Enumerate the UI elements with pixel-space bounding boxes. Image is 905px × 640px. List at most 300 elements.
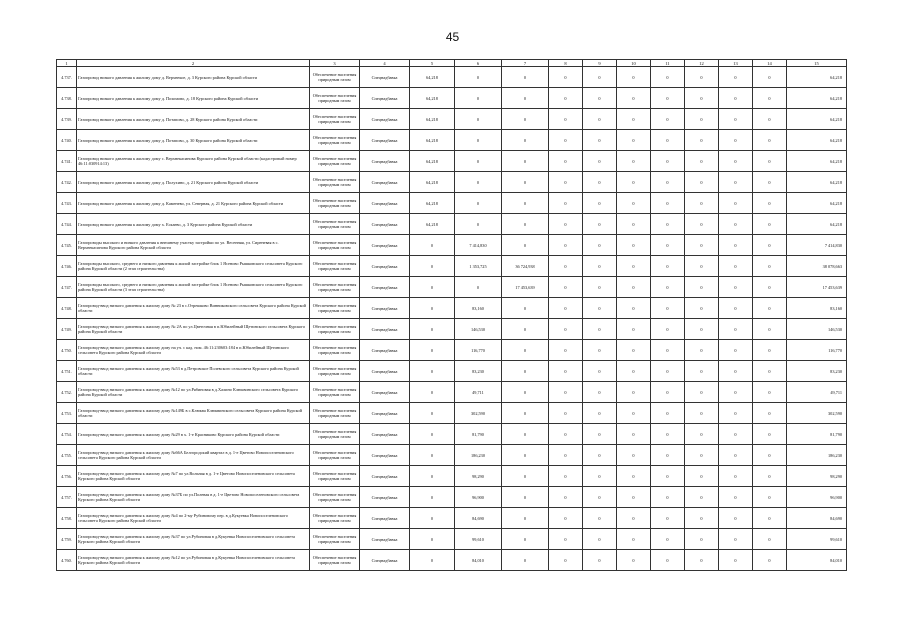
value-cell: 0	[455, 193, 502, 214]
value-cell: 0	[549, 235, 583, 256]
value-cell: 0	[549, 550, 583, 571]
value-cell: 0	[685, 214, 719, 235]
source-cell: Спецнадбавка	[360, 277, 410, 298]
value-cell: 0	[617, 130, 651, 151]
value-cell: 0	[502, 172, 549, 193]
value-cell: 0	[617, 529, 651, 550]
table-row	[57, 382, 847, 403]
purpose-cell: Обеспечение населения природным газом	[310, 109, 360, 130]
value-cell: 0	[502, 466, 549, 487]
total-cell: 116,770	[787, 340, 847, 361]
value-cell: 0	[549, 424, 583, 445]
source-cell: Спецнадбавка	[360, 424, 410, 445]
value-cell: 0	[753, 277, 787, 298]
value-cell: 0	[719, 445, 753, 466]
row-number: 4.742.	[57, 172, 77, 193]
value-cell: 0	[455, 88, 502, 109]
value-cell: 17 453,639	[502, 277, 549, 298]
value-cell: 98,290	[455, 466, 502, 487]
value-cell: 0	[549, 130, 583, 151]
source-cell: Спецнадбавка	[360, 403, 410, 424]
column-header: 3	[310, 60, 360, 67]
table-row	[57, 172, 847, 193]
value-cell: 0	[502, 88, 549, 109]
column-header: 4	[360, 60, 410, 67]
value-cell: 0	[583, 130, 617, 151]
table-body	[57, 67, 847, 571]
value-cell: 0	[651, 67, 685, 88]
value-cell: 0	[719, 487, 753, 508]
value-cell: 0	[583, 151, 617, 172]
value-cell: 0	[410, 256, 455, 277]
value-cell: 0	[549, 193, 583, 214]
value-cell: 0	[455, 130, 502, 151]
object-name: Газопровод-ввод низкого давления к жилому дому №37Б по ул.Полевая в д. 1-е Цветово Новопоселеновского сельсовета Курского района Курской области	[77, 487, 310, 508]
purpose-cell: Обеспечение населения природным газом	[310, 466, 360, 487]
value-cell: 146,530	[455, 319, 502, 340]
source-cell: Спецнадбавка	[360, 151, 410, 172]
object-name: Газопровод-ввод низкого давления к жилому дому №12 по ул.Рябиновая в д.Халино Клюквинского сельсовета Курского района Курской области	[77, 382, 310, 403]
value-cell: 0	[617, 340, 651, 361]
row-number: 4.751.	[57, 361, 77, 382]
source-cell: Спецнадбавка	[360, 382, 410, 403]
value-cell: 0	[502, 151, 549, 172]
total-cell: 146,530	[787, 319, 847, 340]
purpose-cell: Обеспечение населения природным газом	[310, 319, 360, 340]
total-cell: 17 453,639	[787, 277, 847, 298]
value-cell: 0	[719, 424, 753, 445]
value-cell: 0	[753, 508, 787, 529]
value-cell: 0	[617, 256, 651, 277]
value-cell: 0	[549, 214, 583, 235]
object-name: Газопровод низкого давления к жилому дому д. Полухино, д. 21 Курского района Курской области	[77, 172, 310, 193]
value-cell: 7 414,830	[455, 235, 502, 256]
value-cell: 0	[685, 382, 719, 403]
value-cell: 0	[753, 445, 787, 466]
value-cell: 0	[410, 382, 455, 403]
value-cell: 0	[651, 130, 685, 151]
total-cell: 64,218	[787, 109, 847, 130]
purpose-cell: Обеспечение населения природным газом	[310, 214, 360, 235]
value-cell: 64,218	[410, 130, 455, 151]
value-cell: 0	[583, 466, 617, 487]
object-name: Газопровод низкого давления к жилому дому с. Верхнекасинова Курского района Курской области (кадастровый номер 46:11:030914:13)	[77, 151, 310, 172]
value-cell: 0	[549, 151, 583, 172]
value-cell: 0	[719, 67, 753, 88]
table-row	[57, 235, 847, 256]
value-cell: 0	[685, 550, 719, 571]
value-cell: 0	[651, 214, 685, 235]
value-cell: 0	[549, 508, 583, 529]
value-cell: 0	[651, 319, 685, 340]
row-number: 4.744.	[57, 214, 77, 235]
source-cell: Спецнадбавка	[360, 235, 410, 256]
value-cell: 0	[753, 340, 787, 361]
value-cell: 0	[685, 151, 719, 172]
value-cell: 0	[583, 235, 617, 256]
row-number: 4.747.	[57, 277, 77, 298]
value-cell: 0	[651, 424, 685, 445]
value-cell: 0	[651, 298, 685, 319]
value-cell: 0	[719, 151, 753, 172]
table-row	[57, 88, 847, 109]
value-cell: 0	[617, 508, 651, 529]
value-cell: 0	[583, 172, 617, 193]
value-cell: 0	[549, 298, 583, 319]
value-cell: 0	[549, 256, 583, 277]
total-cell: 302,590	[787, 403, 847, 424]
value-cell: 0	[685, 109, 719, 130]
value-cell: 0	[502, 235, 549, 256]
table-row	[57, 109, 847, 130]
total-cell: 84,690	[787, 508, 847, 529]
value-cell: 0	[651, 172, 685, 193]
value-cell: 0	[410, 487, 455, 508]
value-cell: 0	[617, 382, 651, 403]
value-cell: 0	[685, 529, 719, 550]
source-cell: Спецнадбавка	[360, 256, 410, 277]
value-cell: 0	[583, 277, 617, 298]
value-cell: 0	[617, 361, 651, 382]
value-cell: 0	[651, 151, 685, 172]
row-number: 4.759.	[57, 529, 77, 550]
purpose-cell: Обеспечение населения природным газом	[310, 361, 360, 382]
value-cell: 0	[753, 298, 787, 319]
source-cell: Спецнадбавка	[360, 340, 410, 361]
value-cell: 83,160	[455, 298, 502, 319]
total-cell: 64,218	[787, 130, 847, 151]
table-row	[57, 508, 847, 529]
object-name: Газопроводы высокого, среднего и низкого давления к жилой застройке блок 1 Ясеново Рышковского сельсовета Курского района Курской области (2 этап строительства)	[77, 256, 310, 277]
purpose-cell: Обеспечение населения природным газом	[310, 382, 360, 403]
value-cell: 0	[719, 403, 753, 424]
value-cell: 0	[651, 340, 685, 361]
value-cell: 0	[651, 256, 685, 277]
purpose-cell: Обеспечение населения природным газом	[310, 235, 360, 256]
value-cell: 0	[617, 214, 651, 235]
total-cell: 64,218	[787, 214, 847, 235]
value-cell: 0	[617, 109, 651, 130]
row-number: 4.737.	[57, 67, 77, 88]
value-cell: 0	[410, 445, 455, 466]
value-cell: 64,218	[410, 109, 455, 130]
source-cell: Спецнадбавка	[360, 298, 410, 319]
value-cell: 0	[583, 382, 617, 403]
source-cell: Спецнадбавка	[360, 466, 410, 487]
value-cell: 0	[685, 487, 719, 508]
value-cell: 0	[583, 109, 617, 130]
source-cell: Спецнадбавка	[360, 508, 410, 529]
value-cell: 0	[549, 109, 583, 130]
value-cell: 0	[719, 235, 753, 256]
value-cell: 0	[583, 487, 617, 508]
value-cell: 0	[410, 340, 455, 361]
total-cell: 83,160	[787, 298, 847, 319]
value-cell: 0	[502, 298, 549, 319]
value-cell: 0	[502, 382, 549, 403]
object-name: Газопровод-ввод низкого давления к жилому дому № 2А по ул.Цветочная в п.Юбилейный Щетинского сельсовета Курского района Курской области	[77, 319, 310, 340]
value-cell: 0	[685, 403, 719, 424]
value-cell: 0	[549, 466, 583, 487]
purpose-cell: Обеспечение населения природным газом	[310, 130, 360, 151]
value-cell: 1 353,725	[455, 256, 502, 277]
table-row	[57, 361, 847, 382]
value-cell: 0	[685, 235, 719, 256]
value-cell: 0	[617, 319, 651, 340]
purpose-cell: Обеспечение населения природным газом	[310, 508, 360, 529]
object-name: Газопровод-ввод низкого давления к жилому дому №29 в х. 1-е Красниково Курского района Курской области	[77, 424, 310, 445]
value-cell: 0	[410, 466, 455, 487]
total-cell: 99,610	[787, 529, 847, 550]
row-number: 4.749.	[57, 319, 77, 340]
object-name: Газопровод-ввод низкого давления к жилому дому № 23 в с.Отрешково Винниковского сельсовета Курского района Курской области	[77, 298, 310, 319]
source-cell: Спецнадбавка	[360, 193, 410, 214]
source-cell: Спецнадбавка	[360, 550, 410, 571]
table-row	[57, 277, 847, 298]
row-number: 4.753.	[57, 403, 77, 424]
value-cell: 0	[549, 529, 583, 550]
purpose-cell: Обеспечение населения природным газом	[310, 88, 360, 109]
gas-pipeline-table	[56, 59, 847, 571]
purpose-cell: Обеспечение населения природным газом	[310, 424, 360, 445]
purpose-cell: Обеспечение населения природным газом	[310, 529, 360, 550]
value-cell: 0	[617, 67, 651, 88]
value-cell: 0	[502, 403, 549, 424]
value-cell: 0	[583, 193, 617, 214]
value-cell: 0	[502, 130, 549, 151]
value-cell: 0	[719, 214, 753, 235]
value-cell: 0	[753, 193, 787, 214]
row-number: 4.743.	[57, 193, 77, 214]
table-row	[57, 214, 847, 235]
value-cell: 302,590	[455, 403, 502, 424]
total-cell: 64,218	[787, 67, 847, 88]
value-cell: 0	[583, 67, 617, 88]
purpose-cell: Обеспечение населения природным газом	[310, 298, 360, 319]
row-number: 4.746.	[57, 256, 77, 277]
value-cell: 0	[753, 172, 787, 193]
value-cell: 0	[549, 67, 583, 88]
object-name: Газопровод-ввод низкого давления к жилому дому №12 по ул.Рубиновая в д.Кукуевка Новопоселеновского сельсовета Курского района Курской области	[77, 550, 310, 571]
value-cell: 0	[685, 256, 719, 277]
row-number: 4.741.	[57, 151, 77, 172]
table-row	[57, 403, 847, 424]
value-cell: 0	[549, 445, 583, 466]
column-header: 13	[719, 60, 753, 67]
source-cell: Спецнадбавка	[360, 109, 410, 130]
value-cell: 0	[617, 487, 651, 508]
value-cell: 0	[583, 424, 617, 445]
value-cell: 0	[617, 298, 651, 319]
value-cell: 0	[685, 508, 719, 529]
column-header: 1	[57, 60, 77, 67]
value-cell: 0	[549, 88, 583, 109]
value-cell: 64,218	[410, 88, 455, 109]
value-cell: 0	[651, 193, 685, 214]
value-cell: 0	[583, 256, 617, 277]
table-row	[57, 487, 847, 508]
value-cell: 0	[502, 529, 549, 550]
value-cell: 0	[719, 361, 753, 382]
value-cell: 0	[502, 319, 549, 340]
value-cell: 0	[719, 340, 753, 361]
column-header: 15	[787, 60, 847, 67]
value-cell: 0	[617, 445, 651, 466]
purpose-cell: Обеспечение населения природным газом	[310, 277, 360, 298]
value-cell: 0	[651, 109, 685, 130]
value-cell: 99,610	[455, 529, 502, 550]
value-cell: 0	[753, 382, 787, 403]
value-cell: 0	[455, 277, 502, 298]
value-cell: 0	[753, 361, 787, 382]
source-cell: Спецнадбавка	[360, 130, 410, 151]
value-cell: 0	[617, 88, 651, 109]
row-number: 4.752.	[57, 382, 77, 403]
value-cell: 0	[651, 550, 685, 571]
value-cell: 0	[651, 529, 685, 550]
object-name: Газопровод низкого давления к жилому дому д. Каменево, ул. Северная, д. 21 Курского района Курской области	[77, 193, 310, 214]
value-cell: 0	[617, 466, 651, 487]
value-cell: 0	[410, 361, 455, 382]
table-row	[57, 193, 847, 214]
value-cell: 0	[685, 277, 719, 298]
source-cell: Спецнадбавка	[360, 487, 410, 508]
value-cell: 0	[719, 88, 753, 109]
column-header: 6	[455, 60, 502, 67]
value-cell: 0	[719, 319, 753, 340]
value-cell: 0	[651, 445, 685, 466]
value-cell: 0	[719, 382, 753, 403]
value-cell: 0	[719, 109, 753, 130]
value-cell: 186,230	[455, 445, 502, 466]
value-cell: 0	[719, 550, 753, 571]
value-cell: 0	[651, 508, 685, 529]
object-name: Газопровод-ввод низкого давления к жилому дому №7 по ул.Вольная в д. 1-е Цветово Новопоселеновского сельсовета Курского района Курской области	[77, 466, 310, 487]
value-cell: 81,790	[455, 424, 502, 445]
value-cell: 116,770	[455, 340, 502, 361]
value-cell: 36 724,938	[502, 256, 549, 277]
table-row	[57, 445, 847, 466]
value-cell: 0	[719, 130, 753, 151]
value-cell: 0	[685, 193, 719, 214]
value-cell: 0	[410, 298, 455, 319]
value-cell: 0	[617, 172, 651, 193]
column-header: 11	[651, 60, 685, 67]
value-cell: 0	[719, 298, 753, 319]
value-cell: 0	[549, 277, 583, 298]
value-cell: 0	[685, 319, 719, 340]
table-row	[57, 319, 847, 340]
column-header: 12	[685, 60, 719, 67]
value-cell: 0	[502, 109, 549, 130]
column-header: 14	[753, 60, 787, 67]
row-number: 4.755.	[57, 445, 77, 466]
table-row	[57, 298, 847, 319]
value-cell: 0	[583, 529, 617, 550]
value-cell: 0	[753, 466, 787, 487]
value-cell: 0	[502, 424, 549, 445]
source-cell: Спецнадбавка	[360, 445, 410, 466]
value-cell: 0	[502, 214, 549, 235]
column-header: 2	[77, 60, 310, 67]
value-cell: 0	[502, 193, 549, 214]
row-number: 4.750.	[57, 340, 77, 361]
value-cell: 0	[753, 256, 787, 277]
purpose-cell: Обеспечение населения природным газом	[310, 67, 360, 88]
value-cell: 84,690	[455, 508, 502, 529]
row-number: 4.760.	[57, 550, 77, 571]
total-cell: 49,711	[787, 382, 847, 403]
value-cell: 0	[685, 424, 719, 445]
table-row	[57, 466, 847, 487]
page-number: 45	[445, 30, 460, 44]
total-cell: 83,230	[787, 361, 847, 382]
purpose-cell: Обеспечение населения природным газом	[310, 403, 360, 424]
value-cell: 0	[549, 403, 583, 424]
total-cell: 81,790	[787, 424, 847, 445]
value-cell: 0	[617, 424, 651, 445]
value-cell: 0	[753, 214, 787, 235]
total-cell: 64,218	[787, 172, 847, 193]
purpose-cell: Обеспечение населения природным газом	[310, 151, 360, 172]
value-cell: 0	[685, 445, 719, 466]
value-cell: 0	[753, 151, 787, 172]
value-cell: 64,218	[410, 172, 455, 193]
value-cell: 0	[651, 466, 685, 487]
row-number: 4.748.	[57, 298, 77, 319]
purpose-cell: Обеспечение населения природным газом	[310, 256, 360, 277]
total-cell: 38 078,663	[787, 256, 847, 277]
object-name: Газопровод низкого давления к жилому дому х. Ескаево, д. 3 Курского района Курской области	[77, 214, 310, 235]
total-cell: 64,218	[787, 151, 847, 172]
value-cell: 0	[753, 319, 787, 340]
value-cell: 0	[753, 529, 787, 550]
value-cell: 64,218	[410, 214, 455, 235]
purpose-cell: Обеспечение населения природным газом	[310, 193, 360, 214]
value-cell: 0	[410, 277, 455, 298]
value-cell: 0	[753, 424, 787, 445]
value-cell: 0	[583, 361, 617, 382]
value-cell: 0	[753, 67, 787, 88]
value-cell: 0	[549, 319, 583, 340]
value-cell: 0	[685, 466, 719, 487]
object-name: Газопровод-ввод низкого давления к жилому дому №37 по ул.Рубиновая в д.Кукуевка Новопоселеновского сельсовета Курского района Курской области	[77, 529, 310, 550]
table-header	[57, 60, 847, 67]
value-cell: 0	[502, 487, 549, 508]
value-cell: 0	[685, 361, 719, 382]
value-cell: 0	[549, 361, 583, 382]
value-cell: 0	[617, 235, 651, 256]
value-cell: 49,711	[455, 382, 502, 403]
column-header: 5	[410, 60, 455, 67]
value-cell: 0	[502, 340, 549, 361]
source-cell: Спецнадбавка	[360, 88, 410, 109]
value-cell: 64,218	[410, 67, 455, 88]
value-cell: 0	[753, 550, 787, 571]
object-name: Газопровод-ввод низкого давления к жилому дому №4 по 2-му Рубиновому пер. в д.Кукуевка Новопоселеновского сельсовета Курского района Курской области	[77, 508, 310, 529]
value-cell: 0	[753, 487, 787, 508]
value-cell: 0	[651, 235, 685, 256]
value-cell: 0	[583, 550, 617, 571]
value-cell: 0	[455, 109, 502, 130]
row-number: 4.758.	[57, 508, 77, 529]
source-cell: Спецнадбавка	[360, 319, 410, 340]
value-cell: 0	[719, 256, 753, 277]
value-cell: 0	[685, 130, 719, 151]
object-name: Газопровод-ввод низкого давления к жилому дому №53 в д.Петровское Полевского сельсовета Курского района Курской области	[77, 361, 310, 382]
value-cell: 0	[410, 235, 455, 256]
row-number: 4.738.	[57, 88, 77, 109]
